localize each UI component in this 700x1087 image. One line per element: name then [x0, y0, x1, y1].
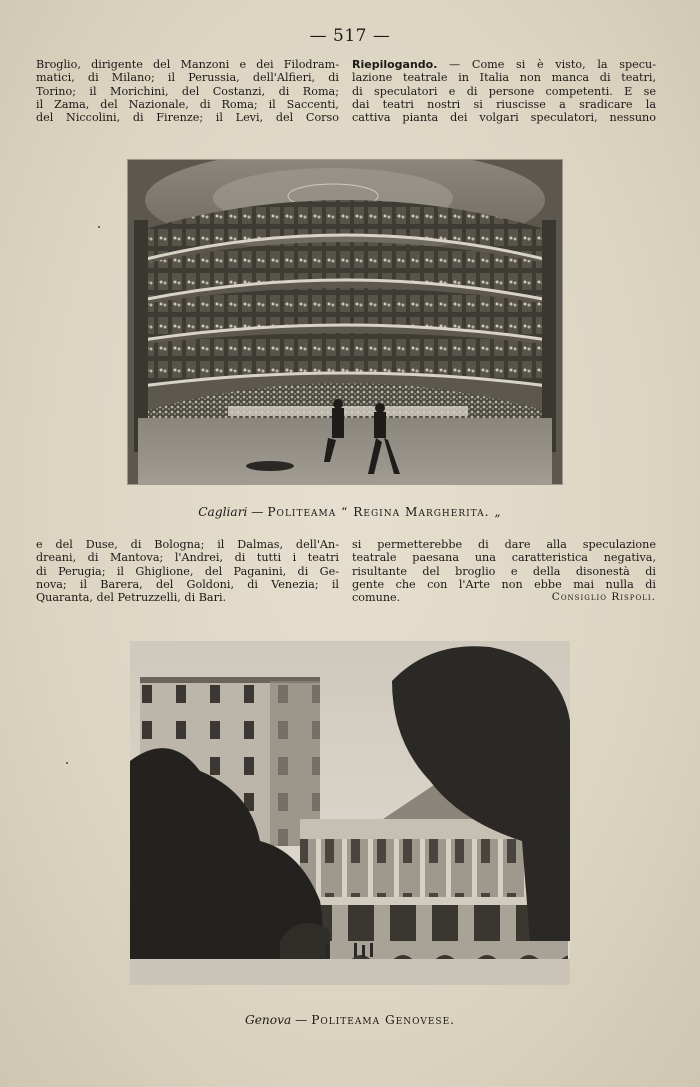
text-fragment: — Come si è visto, la specu- — [437, 58, 656, 71]
text-fragment: comune. — [352, 591, 401, 605]
text-line: di speculatori e di persone competenti. E se — [352, 84, 656, 98]
author-signature: Consiglio Rispoli. — [551, 591, 656, 604]
text-line: dai teatri nostri si riuscisse a sradicare la — [352, 97, 656, 111]
text-column-top-right — [352, 58, 656, 124]
text-line: Torino; il Morichini, del Costanzi, di Roma; — [36, 84, 339, 98]
caption-city: Cagliari — [198, 505, 248, 519]
text-line-first — [352, 58, 656, 71]
print-speck — [98, 226, 100, 228]
print-speck — [66, 762, 68, 764]
caption-city: Genova — [244, 1013, 292, 1027]
text-line-final — [352, 591, 656, 604]
page-number: — 517 — — [309, 26, 391, 46]
text-line: di Perugia; il Ghiglione, del Paganini, di Ge- — [36, 564, 339, 578]
theatre-exterior-illustration — [130, 641, 570, 985]
text-line: cattiva pianta dei volgari speculatori, nessuno — [352, 111, 656, 125]
text-line: lazione teatrale in Italia non manca di teatri, — [352, 71, 656, 85]
text-line: nova; il Barera, del Goldoni, di Venezia; il — [36, 577, 339, 591]
section-heading: Riepilogando. — [352, 58, 438, 71]
text-column-bottom-left — [36, 538, 339, 604]
text-line: teatrale paesana una caratteristica negativa, — [352, 551, 656, 565]
theatre-interior-illustration — [128, 160, 562, 484]
photo-theatre-exterior — [130, 641, 570, 985]
text-line: e del Duse, di Bologna; il Dalmas, dell'An- — [36, 538, 339, 551]
photo-caption-genova — [0, 1013, 700, 1027]
text-line: Quaranta, del Petruzzelli, di Bari. — [36, 591, 227, 605]
caption-title: Politeama Genovese. — [311, 1013, 456, 1027]
photo-theatre-interior — [128, 160, 562, 484]
text-column-bottom-right — [352, 538, 656, 604]
text-line: il Zama, del Nazionale, di Roma; il Saccenti, — [36, 97, 339, 111]
text-line: matici, di Milano; il Perussia, dell'Alfieri, di — [36, 71, 339, 85]
text-line: gente che con l'Arte non ebbe mai nulla di — [352, 577, 656, 591]
photo-caption-cagliari — [0, 505, 700, 519]
caption-title: Politeama “ Regina Margherita. „ — [267, 505, 502, 519]
text-line: dreani, di Mantova; l'Andrei, di tutti i teatri — [36, 551, 339, 565]
caption-separator: — — [247, 505, 268, 519]
text-line: si permetterebbe di dare alla speculazione — [352, 538, 656, 551]
text-line: risultante del broglio e della disonestà di — [352, 564, 656, 578]
text-line: Broglio, dirigente del Manzoni e dei Filodram- — [36, 58, 339, 71]
text-line: del Niccolini, di Firenze; il Levi, del Corso — [36, 111, 339, 125]
text-column-top-left — [36, 58, 339, 124]
caption-separator: — — [291, 1013, 312, 1027]
